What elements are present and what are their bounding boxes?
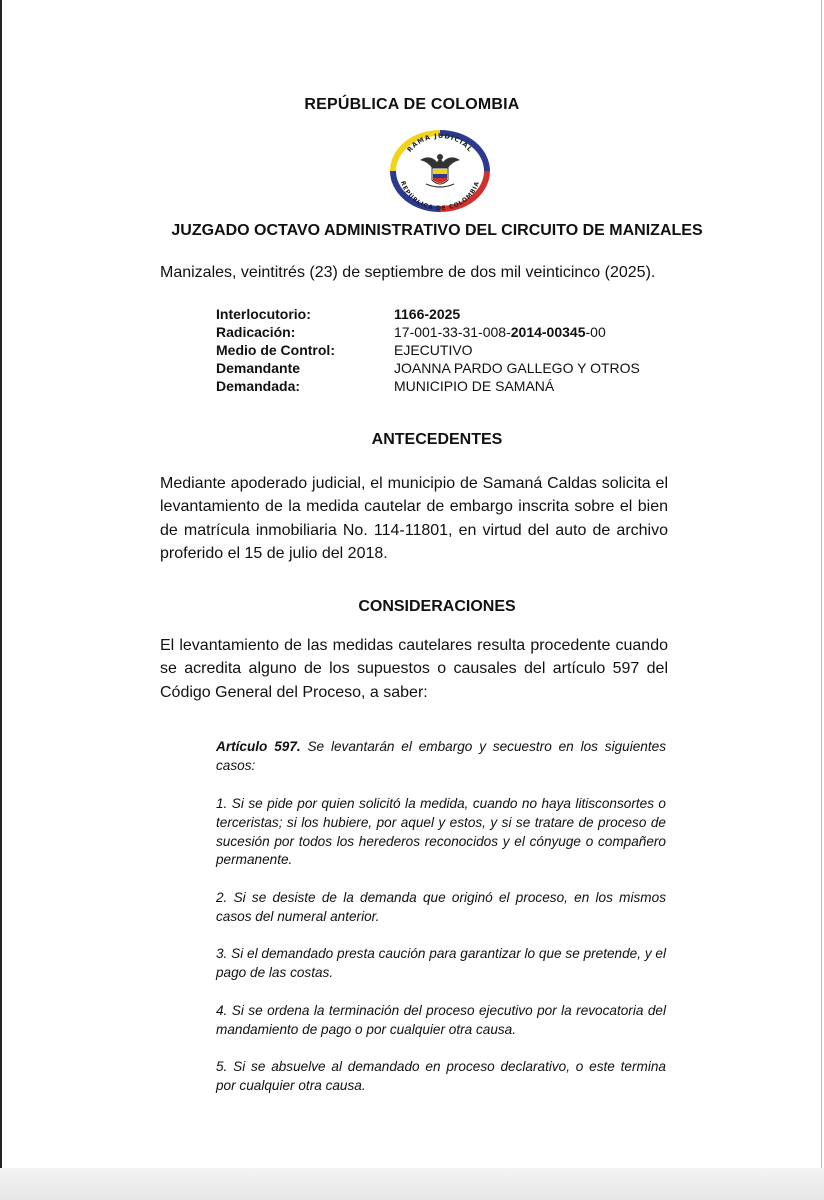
case-info-row <box>216 341 640 359</box>
case-info-row <box>216 323 640 341</box>
consideraciones-text: El levantamiento de las medidas cautelares resulta procedente cuando se acredita alguno de los supuestos o causales del artículo 597 del Código General del Proceso, a saber: <box>160 637 668 701</box>
radicacion-prefix: 17-001-33-31-008- <box>394 324 511 340</box>
country-heading: REPÚBLICA DE COLOMBIA <box>304 96 520 113</box>
article-item: 4. Si se ordena la terminación del proceso ejecutivo por la revocatoria del mandamiento de pago o por cualquier otra causa. <box>216 1003 666 1037</box>
radicacion-label: Radicación: <box>216 324 296 340</box>
seal-bottom-text: REPÚBLICA DE COLOMBIA <box>398 180 482 212</box>
consideraciones-title: CONSIDERACIONES <box>358 598 516 615</box>
demandante-label: Demandante <box>216 360 301 376</box>
medio-value: EJECUTIVO <box>394 342 473 358</box>
seal-top-text: RAMA JUDICIAL <box>405 131 475 154</box>
article-quote-intro <box>216 738 666 776</box>
radicacion-number: 2014-00345 <box>510 324 586 340</box>
article-item: 3. Si el demandado presta caución para garantizar lo que se pretende, y el pago de las costas. <box>216 946 666 980</box>
interlocutorio-label: Interlocutorio: <box>216 306 311 322</box>
medio-label: Medio de Control: <box>216 342 335 358</box>
case-info-row <box>216 359 640 377</box>
demandada-value: MUNICIPIO DE SAMANÁ <box>394 378 555 394</box>
court-name: JUZGADO OCTAVO ADMINISTRATIVO DEL CIRCUITO DE MANIZALES <box>171 222 703 239</box>
case-info <box>216 305 640 395</box>
case-info-row <box>216 305 640 323</box>
rama-judicial-seal-icon <box>390 130 490 212</box>
interlocutorio-value: 1166-2025 <box>394 306 461 322</box>
radicacion-value <box>394 323 606 341</box>
article-heading: Artículo 597. <box>216 739 301 754</box>
case-info-row <box>216 377 640 395</box>
article-intro: Se levantarán el embargo y secuestro en los siguientes casos: <box>216 739 666 773</box>
article-item: 1. Si se pide por quien solicitó la medida, cuando no haya litisconsortes o terceristas; si los hubiere, por aquel y estos, y si se tratare de proceso de sucesión por todos los herederos reconocidos y el cónyuge o compañero permanente. <box>216 796 666 868</box>
antecedentes-title: ANTECEDENTES <box>371 431 503 448</box>
page-bottom-shade <box>0 1168 824 1200</box>
demandada-label: Demandada: <box>216 378 301 394</box>
place-date: Manizales, veintitrés (23) de septiembre de dos mil veinticinco (2025). <box>160 264 656 281</box>
demandante-value: JOANNA PARDO GALLEGO Y OTROS <box>394 360 640 376</box>
article-item: 2. Si se desiste de la demanda que originó el proceso, en los mismos casos del numeral anterior. <box>216 890 666 924</box>
antecedentes-text: Mediante apoderado judicial, el municipio de Samaná Caldas solicita el levantamiento de la medida cautelar de embargo inscrita sobre el bien de matrícula inmobiliaria No. 114-11801, en virtud del auto de archivo proferido el 15 de julio del 2018. <box>160 475 668 562</box>
radicacion-suffix: -00 <box>585 324 606 340</box>
article-item: 5. Si se absuelve al demandado en proceso declarativo, o este termina por cualquier otra causa. <box>216 1059 666 1093</box>
